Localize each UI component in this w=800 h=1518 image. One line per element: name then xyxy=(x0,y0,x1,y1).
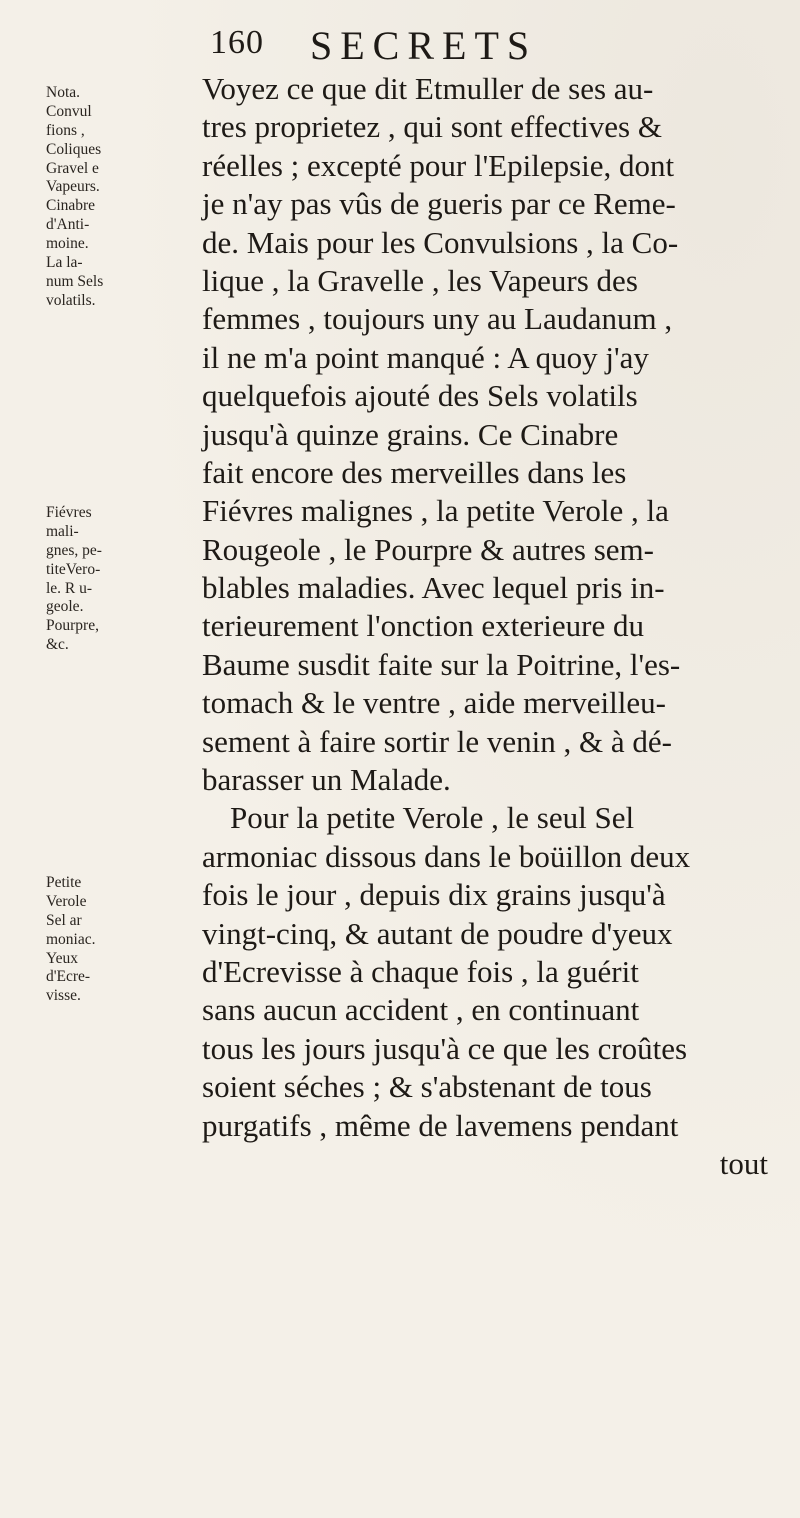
margin-note-line: geole. xyxy=(46,598,84,616)
text-line: armoniac dissous dans le boüillon deux xyxy=(202,838,691,874)
margin-note-line: Yeux xyxy=(46,949,79,967)
margin-note-line: &c. xyxy=(46,636,69,654)
margin-note-line: moniac. xyxy=(46,930,96,948)
margin-note xyxy=(46,84,206,311)
text-line: fois le jour , depuis dix grains jusqu'à xyxy=(202,877,666,913)
margin-note-line: Fiévres xyxy=(46,504,92,521)
text-line: de. Mais pour les Convulsions , la Co- xyxy=(202,224,679,260)
text-line: il ne m'a point manqué : A quoy j'ay xyxy=(202,339,649,375)
margin-note-line: Vapeurs. xyxy=(46,178,100,196)
margin-note-line: Petite xyxy=(46,874,82,891)
text-line: tout xyxy=(719,1145,768,1181)
text-line: purgatifs , même de lavemens pendant xyxy=(202,1107,679,1143)
text-line: lique , la Gravelle , les Vapeurs des xyxy=(202,262,638,298)
margin-note-line: fions , xyxy=(46,121,85,139)
text-line: soient séches ; & s'abstenant de tous xyxy=(202,1069,652,1105)
margin-note-line: visse. xyxy=(46,987,81,1005)
running-title: SECRETS xyxy=(310,23,538,68)
text-line: réelles ; excepté pour l'Epilepsie, dont xyxy=(202,147,675,183)
margin-note xyxy=(46,504,206,655)
text-line: femmes , toujours uny au Laudanum , xyxy=(202,301,673,337)
margin-note-line: Convul xyxy=(46,102,92,120)
margin-note-line: le. R u- xyxy=(46,579,93,597)
text-line: fait encore des merveilles dans les xyxy=(202,454,627,490)
text-line: tomach & le ventre , aide merveilleu- xyxy=(202,685,666,721)
margin-note-line: Pourpre, xyxy=(46,617,99,635)
margin-note-line: Verole xyxy=(46,892,87,910)
text-line: sement à faire sortir le venin , & à dé- xyxy=(202,723,672,759)
text-line: jusqu'à quinze grains. Ce Cinabre xyxy=(202,416,619,452)
margin-note-line: Coliques xyxy=(46,140,102,158)
text-line: tres proprietez , qui sont effectives & xyxy=(202,109,662,145)
margin-note-line: d'Ecre- xyxy=(46,968,91,986)
margin-note-line: volatils. xyxy=(46,291,96,309)
text-line: Pour la petite Verole , le seul Sel xyxy=(230,800,635,836)
text-line: je n'ay pas vûs de gueris par ce Reme- xyxy=(202,186,676,222)
body-text xyxy=(202,70,792,1183)
text-line: Baume susdit faite sur la Poitrine, l'es- xyxy=(202,646,681,682)
text-line: quelquefois ajouté des Sels volatils xyxy=(202,378,638,414)
margin-note xyxy=(46,874,206,1006)
margin-note-line: gnes, pe- xyxy=(46,541,102,559)
margin-note-line: num Sels xyxy=(46,272,104,290)
margin-note-line: mali- xyxy=(46,522,79,540)
text-line: sans aucun accident , en continuant xyxy=(202,992,640,1028)
margin-note-line: moine. xyxy=(46,235,89,253)
text-line: Voyez ce que dit Etmuller de ses au- xyxy=(202,71,654,106)
text-line: barasser un Malade. xyxy=(202,762,451,798)
margin-note-line: d'Anti- xyxy=(46,216,90,234)
running-head xyxy=(210,22,670,68)
text-line: d'Ecrevisse à chaque fois , la guérit xyxy=(202,953,639,989)
text-line: Fiévres malignes , la petite Verole , la xyxy=(202,493,669,529)
page-number: 160 xyxy=(210,24,264,61)
text-line: blables maladies. Avec lequel pris in- xyxy=(202,570,665,606)
text-line: Rougeole , le Pourpre & autres sem- xyxy=(202,531,654,567)
text-line: vingt-cinq, & autant de poudre d'yeux xyxy=(202,915,673,951)
text-line: terieurement l'onction exterieure du xyxy=(202,608,644,644)
text-line: tous les jours jusqu'à ce que les croûtes xyxy=(202,1030,688,1066)
margin-note-line: Sel ar xyxy=(46,911,82,929)
margin-note-line: La la- xyxy=(46,254,83,272)
margin-note-line: Nota. xyxy=(46,84,81,101)
margin-note-line: titeVero- xyxy=(46,560,101,578)
margin-note-line: Gravel e xyxy=(46,159,99,177)
margin-note-line: Cinabre xyxy=(46,197,96,215)
